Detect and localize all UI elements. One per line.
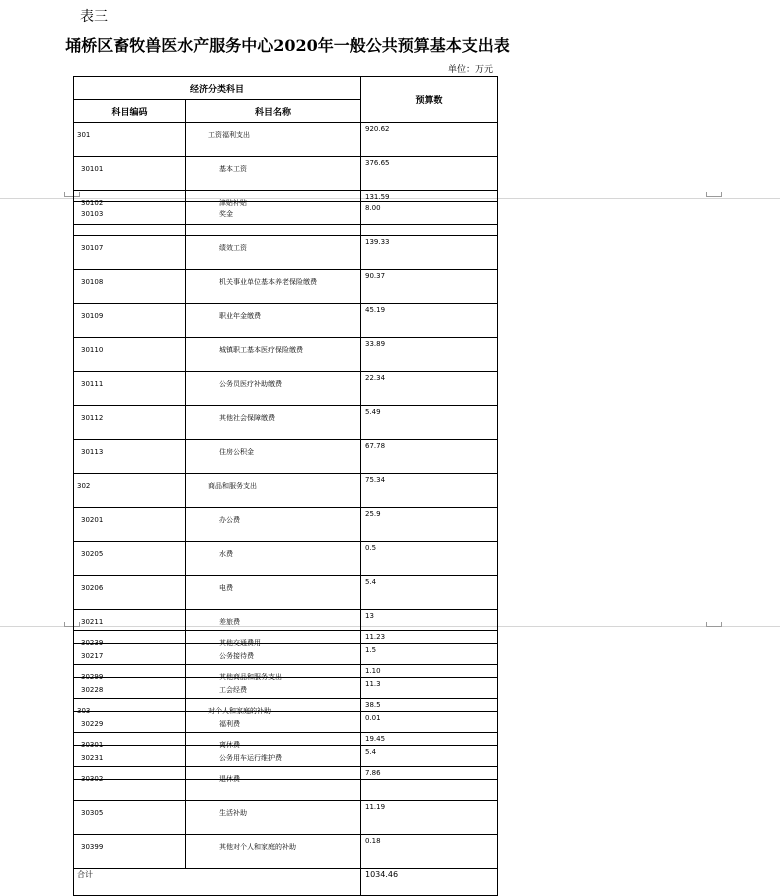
name-header: 科目名称: [186, 100, 361, 123]
row-code: 302: [74, 474, 186, 508]
table-row: [74, 699, 498, 733]
row-code: 30113: [74, 440, 186, 474]
table-row: [74, 508, 498, 542]
row-name: 生活补助: [186, 801, 361, 835]
row-name: 奖金: [186, 202, 361, 236]
row-amount: 8.00: [361, 202, 498, 236]
row-name: 城镇职工基本医疗保险缴费: [186, 338, 361, 372]
row-code: 30299: [74, 665, 186, 699]
row-code: 30109: [74, 304, 186, 338]
row-code: 30103: [74, 202, 186, 236]
row-code: 30201: [74, 508, 186, 542]
row-code: 30102: [74, 191, 186, 225]
row-name: 绩效工资: [186, 236, 361, 270]
row-name: 津贴补贴: [186, 191, 361, 225]
table-row: [74, 123, 498, 157]
row-name: 公务用车运行维护费: [186, 746, 361, 780]
table-row: [74, 440, 498, 474]
row-amount: 90.37: [361, 270, 498, 304]
row-name: 其他交通费用: [186, 631, 361, 665]
row-amount: 75.34: [361, 474, 498, 508]
row-name: 福利费: [186, 712, 361, 746]
row-code: 30110: [74, 338, 186, 372]
row-amount: 5.4: [361, 746, 498, 780]
page-corner-mark: [706, 192, 722, 197]
unit-label: 单位：万元: [448, 65, 494, 75]
table-row: [74, 474, 498, 508]
row-amount: 0.18: [361, 835, 498, 869]
row-name: 住房公积金: [186, 440, 361, 474]
row-name: 离休费: [186, 733, 361, 767]
row-code: 30205: [74, 542, 186, 576]
row-code: 30112: [74, 406, 186, 440]
row-name: 工会经费: [186, 678, 361, 712]
row-name: 公务接待费: [186, 644, 361, 678]
page-corner-mark: [706, 622, 722, 627]
table-row: [74, 576, 498, 610]
row-code: 30305: [74, 801, 186, 835]
table-row: [74, 835, 498, 869]
row-code: 30108: [74, 270, 186, 304]
row-amount: 19.45: [361, 733, 498, 767]
total-amount: 1034.46: [361, 869, 498, 896]
row-code: 301: [74, 123, 186, 157]
row-name: 其他对个人和家庭的补助: [186, 835, 361, 869]
row-name: 其他社会保障缴费: [186, 406, 361, 440]
row-amount: 0.01: [361, 712, 498, 746]
row-amount: 33.89: [361, 338, 498, 372]
row-amount: 11.23: [361, 631, 498, 665]
row-code: 30229: [74, 712, 186, 746]
row-code: 30217: [74, 644, 186, 678]
table-row: [74, 372, 498, 406]
table-row: [74, 270, 498, 304]
table-row: [74, 767, 498, 801]
row-amount: 22.34: [361, 372, 498, 406]
row-code: 30239: [74, 631, 186, 665]
total-row: [74, 869, 498, 896]
table-row: [74, 202, 498, 236]
row-amount: 131.59: [361, 191, 498, 225]
row-amount: 0.5: [361, 542, 498, 576]
document-title: 埇桥区畜牧兽医水产服务中心2020年一般公共预算基本支出表: [65, 36, 510, 55]
code-header: 科目编码: [74, 100, 186, 123]
row-amount: 376.65: [361, 157, 498, 191]
row-amount: 45.19: [361, 304, 498, 338]
total-label: 合计: [74, 869, 361, 896]
row-amount: 139.33: [361, 236, 498, 270]
row-code: 30399: [74, 835, 186, 869]
row-code: 30111: [74, 372, 186, 406]
table-row: [74, 801, 498, 835]
row-name: 其他商品和服务支出: [186, 665, 361, 699]
row-amount: 38.5: [361, 699, 498, 733]
row-name: 差旅费: [186, 610, 361, 644]
group-header: 经济分类科目: [74, 77, 361, 100]
row-name: 公务员医疗补助缴费: [186, 372, 361, 406]
row-code: 30211: [74, 610, 186, 644]
row-name: 退休费: [186, 767, 361, 801]
row-name: 职业年金缴费: [186, 304, 361, 338]
row-amount: 5.49: [361, 406, 498, 440]
row-amount: 1.5: [361, 644, 498, 678]
row-name: 电费: [186, 576, 361, 610]
row-amount: 11.3: [361, 678, 498, 712]
table-row: [74, 542, 498, 576]
row-code: 30231: [74, 746, 186, 780]
table-row: [74, 406, 498, 440]
row-name: 办公费: [186, 508, 361, 542]
row-amount: 5.4: [361, 576, 498, 610]
row-amount: 13: [361, 610, 498, 644]
row-amount: 920.62: [361, 123, 498, 157]
row-name: 对个人和家庭的补助: [186, 699, 361, 733]
table-row: [74, 338, 498, 372]
row-amount: 1.10: [361, 665, 498, 699]
row-amount: 7.86: [361, 767, 498, 801]
table-row: [74, 304, 498, 338]
row-amount: 25.9: [361, 508, 498, 542]
row-code: 303: [74, 699, 186, 733]
row-name: 水费: [186, 542, 361, 576]
row-name: 基本工资: [186, 157, 361, 191]
row-code: 30302: [74, 767, 186, 801]
table-row: [74, 665, 498, 699]
table-label: 表三: [80, 9, 108, 25]
row-code: 30228: [74, 678, 186, 712]
budget-table-continued: [73, 630, 498, 896]
row-name: 商品和服务支出: [186, 474, 361, 508]
row-amount: 11.19: [361, 801, 498, 835]
row-amount: 67.78: [361, 440, 498, 474]
row-code: 30301: [74, 733, 186, 767]
row-code: 30101: [74, 157, 186, 191]
table-row: [74, 631, 498, 665]
row-name: 机关事业单位基本养老保险缴费: [186, 270, 361, 304]
row-code: 30206: [74, 576, 186, 610]
table-row: [74, 157, 498, 191]
table-row: [74, 236, 498, 270]
amount-header: 预算数: [361, 77, 498, 123]
table-row: [74, 733, 498, 767]
row-name: 工资福利支出: [186, 123, 361, 157]
row-code: 30107: [74, 236, 186, 270]
